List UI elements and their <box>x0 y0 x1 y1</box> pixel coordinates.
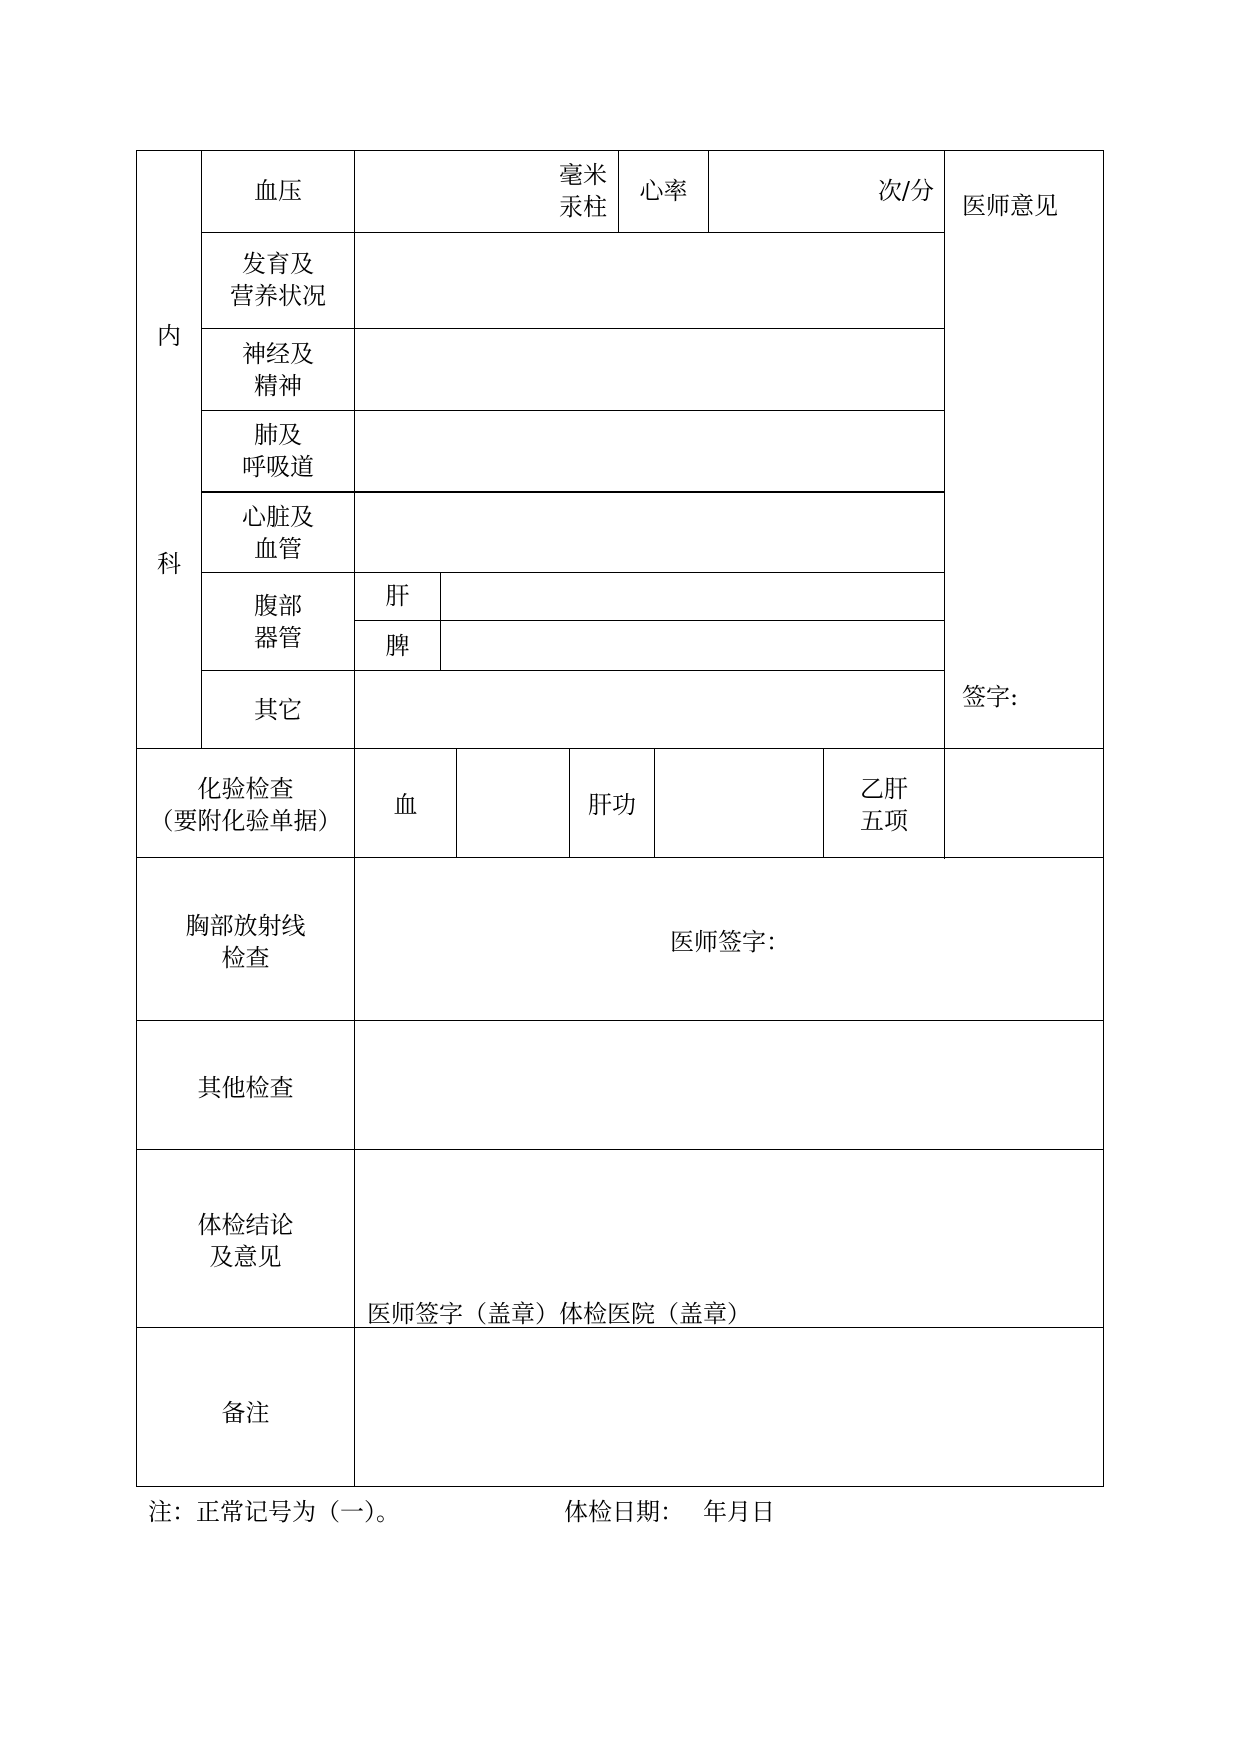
spleen-label: 脾 <box>385 632 410 660</box>
exam-date-label: 体检日期： <box>564 1498 684 1526</box>
conclusion-signature-line: 医师签字（盖章）体检医院（盖章） <box>367 1300 751 1328</box>
blood-test-label: 血 <box>393 791 418 819</box>
blood-pressure-label: 血压 <box>254 177 302 205</box>
signature-label: 签字: <box>962 683 1019 711</box>
other-exams-label: 其他检查 <box>197 1074 294 1102</box>
heart-rate-label: 心率 <box>639 177 688 205</box>
internal-medicine-label-ke: 科 <box>157 550 181 578</box>
remarks-label: 备注 <box>221 1399 270 1427</box>
heart-rate-unit: 次/分 <box>877 177 934 205</box>
liver-function-label: 肝功 <box>588 791 636 819</box>
lungs-respiratory-label: 肺及 呼吸道 <box>242 421 314 481</box>
lab-tests-label: 化验检查 （要附化验单据） <box>149 775 342 835</box>
doctor-opinion-label: 医师意见 <box>962 192 1058 220</box>
heart-vessels-label: 心脏及 血管 <box>242 503 314 563</box>
other-internal-label: 其它 <box>254 696 302 724</box>
liver-label: 肝 <box>385 582 410 610</box>
internal-medicine-label-nei: 内 <box>157 322 181 350</box>
nervous-mental-label: 神经及 精神 <box>242 340 314 400</box>
conclusion-label: 体检结论 及意见 <box>197 1211 294 1271</box>
footer-note: 注：正常记号为（一）。 <box>148 1498 400 1526</box>
development-nutrition-label: 发育及 营养状况 <box>230 250 326 310</box>
xray-doctor-signature-label: 医师签字： <box>670 928 790 956</box>
exam-date-units: 年月日 <box>703 1498 775 1526</box>
blood-pressure-unit: 毫米 汞柱 <box>559 161 607 221</box>
abdominal-organs-label: 腹部 器管 <box>254 592 302 652</box>
hepatitis-b-label: 乙肝 五项 <box>860 775 908 835</box>
chest-xray-label: 胸部放射线 检查 <box>185 912 306 972</box>
